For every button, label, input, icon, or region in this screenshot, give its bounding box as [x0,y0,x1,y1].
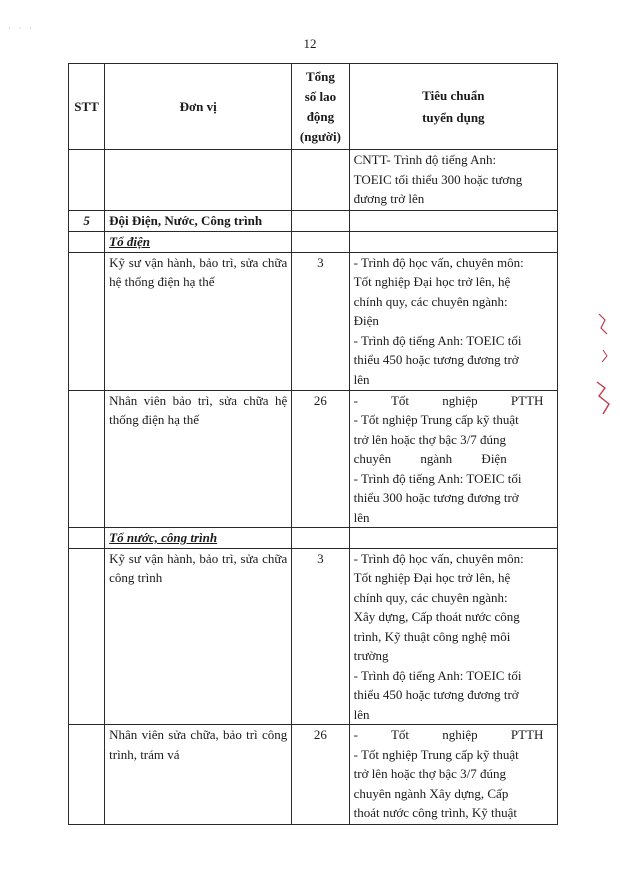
header-criteria-line: tuyển dụng [422,109,485,125]
stt-cell [69,232,105,253]
count-cell: 3 [292,548,349,725]
criteria-line: - Trình độ học vấn, chuyên môn: [353,550,524,566]
count-cell: 26 [292,390,349,528]
header-count [292,64,349,150]
criteria-line: Tốt nghiệp Đại học trở lên, hệ [353,274,511,289]
continuation-row [69,150,558,211]
count-cell [292,232,349,253]
criteria-line: CNTT- Trình độ tiếng Anh: [353,152,497,167]
criteria-line: chính quy, các chuyên ngành: [353,589,508,605]
criteria-line: - Trình độ tiếng Anh: TOEIC tối [353,332,522,348]
unit-cell [105,150,292,211]
unit-cell: Nhân viên bảo trì, sửa chữa hệ thống điện hạ thế [105,390,292,528]
page-number: 12 [303,36,317,51]
margin-signature-marks [593,310,617,420]
criteria-cell [349,150,557,211]
table-row [69,252,558,390]
criteria-line: TOEIC tối thiểu 300 hoặc tương [353,171,523,187]
unit-cell: Kỹ sư vận hành, bảo trì, sửa chữa công trình [105,548,292,725]
stt-cell [69,725,105,825]
section-number: 5 [69,211,105,232]
count-cell: 3 [292,252,349,390]
criteria-line: trở lên hoặc thợ bậc 3/7 đúng [353,431,507,447]
criteria-line: - Tốt nghiệp PTTH [353,392,544,408]
criteria-cell [349,390,557,528]
criteria-line: Xây dựng, Cấp thoát nước công [353,609,520,624]
header-stt: STT [69,64,105,150]
criteria-line: - Tốt nghiệp Trung cấp kỹ thuật [353,412,519,427]
group-title-water: Tổ nước, công trình [105,528,292,549]
criteria-line: trường [353,648,389,663]
group-row [69,232,558,253]
count-cell [292,150,349,211]
criteria-line: - Tốt nghiệp Trung cấp kỹ thuật [353,746,519,762]
section-title: Đội Điện, Nước, Công trình [105,211,292,232]
criteria-line: chuyên ngành Xây dựng, Cấp [353,785,509,801]
header-count-line: số lao [304,88,337,104]
criteria-line: lên [353,371,370,387]
scan-speckles: · · · [8,24,35,33]
criteria-line: lên [353,706,370,722]
criteria-line: trình, Kỹ thuật công nghệ môi [353,628,511,644]
criteria-line: thiểu 450 hoặc tương đương trở [353,352,519,367]
header-count-line: (người) [299,128,341,144]
criteria-line: lên [353,509,370,525]
criteria-line: thiểu 300 hoặc tương đương trở [353,490,519,505]
criteria-cell [349,211,557,232]
criteria-line: đương trở lên [353,191,425,206]
group-row [69,528,558,549]
criteria-line: - Trình độ học vấn, chuyên môn: [353,254,524,270]
unit-cell: Kỹ sư vận hành, bảo trì, sửa chữa hệ thống điện hạ thế [105,252,292,390]
header-count-line: động [306,108,335,124]
criteria-line: trở lên hoặc thợ bậc 3/7 đúng [353,766,507,781]
unit-cell: Nhân viên sửa chữa, bảo trì công trình, trám vá [105,725,292,825]
count-cell [292,211,349,232]
criteria-cell [349,252,557,390]
criteria-cell [349,548,557,725]
header-unit: Đơn vị [105,64,292,150]
criteria-line: Điện [353,313,379,328]
stt-cell [69,252,105,390]
criteria-line: - Trình độ tiếng Anh: TOEIC tối [353,470,522,486]
criteria-cell [349,725,557,825]
criteria-line: chuyên ngành Điện [353,451,507,466]
group-title-electric: Tổ điện [105,232,292,253]
section-row [69,211,558,232]
table-row [69,390,558,528]
criteria-line: thiểu 450 hoặc tương đương trở [353,687,519,702]
table-row [69,548,558,725]
count-cell [292,528,349,549]
criteria-line: - Trình độ tiếng Anh: TOEIC tối [353,667,522,683]
stt-cell [69,528,105,549]
criteria-line: Tốt nghiệp Đại học trở lên, hệ [353,570,511,585]
criteria-cell [349,528,557,549]
header-count-line: Tổng [305,68,335,84]
criteria-line: chính quy, các chuyên ngành: [353,293,508,309]
table-row [69,725,558,825]
criteria-line: - Tốt nghiệp PTTH [353,727,544,742]
header-criteria-line: Tiêu chuẩn [422,87,485,103]
criteria-line: thoát nước công trình, Kỹ thuật [353,805,518,820]
count-cell: 26 [292,725,349,825]
stt-cell [69,548,105,725]
criteria-cell [349,232,557,253]
stt-cell [69,150,105,211]
header-criteria [349,64,557,150]
header-row [69,64,558,150]
recruitment-table [68,63,558,825]
stt-cell [69,390,105,528]
